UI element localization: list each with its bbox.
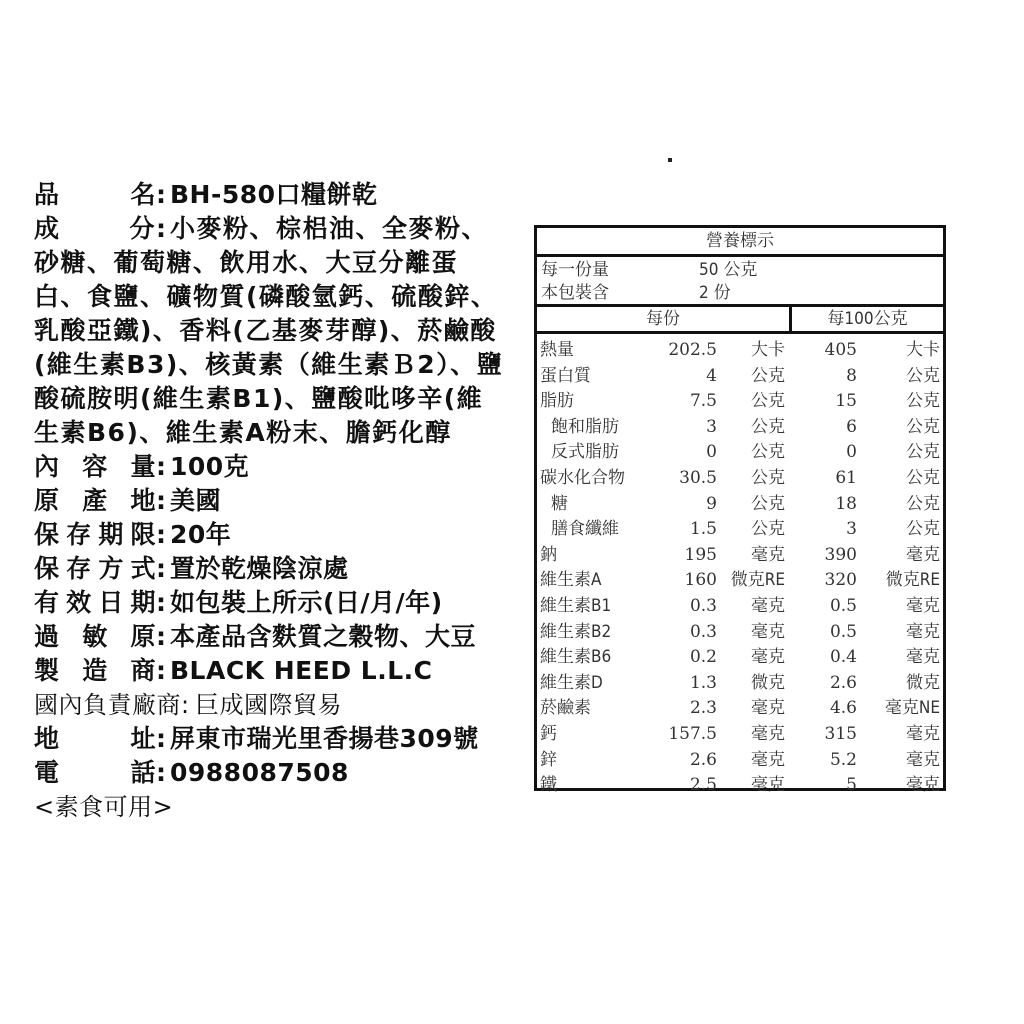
nutrition-row [537,364,943,390]
per-serving-unit: 公克 [751,519,785,540]
per-100g-unit: 毫克NE [884,698,940,719]
phone-label: 電 話 [34,758,156,787]
nutrient-name: 脂肪 [540,391,574,412]
allergen-label: 過敏原 [34,622,156,651]
nutrition-row [537,748,943,774]
serving-size-value: 50 公克 [699,260,758,280]
per-serving-value: 0.3 [689,621,717,642]
nutrition-column-headers [537,307,943,334]
per-100g-value: 405 [824,340,857,360]
per-100g-unit: 公克 [906,467,940,488]
per-100g-value: 320 [824,570,857,591]
per-serving-unit: 微克 [751,672,785,693]
nutrient-name: 熱量 [540,340,574,360]
distributor-label: 國內負責廠商 [34,691,181,719]
per-100g-value: 5.2 [829,749,857,770]
per-serving-value: 3 [706,416,717,437]
per-serving-unit: 大卡 [751,340,785,360]
per-100g-value: 5 [846,775,857,796]
address-value: 屏東市瑞光里香揚巷309號 [170,724,479,753]
per-serving-unit: 毫克 [751,723,785,744]
per-100g-unit: 毫克 [906,723,940,744]
per-serving-value: 1.5 [689,519,717,540]
nutrient-name: 碳水化合物 [540,467,625,488]
address-line: 地 址: 屏東市瑞光里香揚巷309號 [34,722,504,756]
nutrition-row [537,389,943,415]
product-name-line: 品 名: BH-580口糧餅乾 [34,178,504,212]
per-100g-value: 4.6 [829,698,857,719]
nutrition-row [537,671,943,697]
nutrition-row [537,440,943,466]
per-100g-unit: 毫克 [906,621,940,642]
allergen-value: 本產品含麩質之穀物、大豆 [170,622,477,651]
nutrition-row [537,594,943,620]
nutrition-row [537,492,943,518]
nutrient-name: 飽和脂肪 [551,416,619,437]
per-100g-unit: 毫克 [906,749,940,770]
per-100g-value: 8 [846,365,857,386]
origin-line: 原產地: 美國 [34,484,504,518]
content-line: 內容量: 100克 [34,450,504,484]
nutrient-name: 維生素B2 [540,621,612,642]
servings-value: 2 份 [699,283,731,303]
phone-line: 電 話: 0988087508 [34,756,504,790]
nutrient-name: 膳食纖維 [551,519,619,540]
nutrition-table [534,225,946,796]
nutrient-name: 蛋白質 [540,365,591,386]
nutrition-rows [537,334,943,799]
per-100g-value: 15 [835,391,857,412]
nutrition-row [537,568,943,594]
per-100g-value: 0.4 [829,647,857,668]
per-100g-unit: 公克 [906,416,940,437]
nutrient-name: 菸鹼素 [540,698,591,719]
per-serving-value: 0.2 [689,647,717,668]
nutrient-name: 維生素B6 [540,647,612,668]
content-value: 100克 [170,452,250,481]
ingredients-label: 成 分 [34,214,156,243]
nutrition-row [537,620,943,646]
vegetarian-note: <素食可用> [34,793,174,821]
product-name: BH-580口糧餅乾 [170,180,378,209]
nutrition-row [537,722,943,748]
per-serving-value: 7.5 [689,391,717,412]
col-per-100g: 每100公克 [827,309,908,329]
per-serving-value: 157.5 [668,723,717,744]
per-serving-value: 195 [684,544,717,565]
per-serving-unit: 公克 [751,493,785,514]
nutrient-name: 鈣 [540,723,557,744]
manufacturer-value: BLACK HEED L.L.C [170,656,433,685]
storage-line: 保存方式: 置於乾燥陰涼處 [34,552,504,586]
per-serving-value: 9 [706,493,717,514]
nutrient-name: 鈉 [540,544,557,565]
per-100g-unit: 微克 [906,672,940,693]
per-100g-value: 390 [824,544,857,565]
origin-label: 原產地 [34,486,156,515]
storage-label: 保存方式 [34,554,156,583]
nutrition-row [537,543,943,569]
per-serving-unit: 毫克 [751,621,785,642]
manufacturer-label: 製造商 [34,656,156,685]
manufacturer-line: 製造商: BLACK HEED L.L.C [34,654,504,688]
product-info [34,178,504,824]
stray-dot [668,158,672,162]
per-100g-value: 0.5 [829,595,857,616]
nutrition-row [537,466,943,492]
per-100g-value: 0.5 [829,621,857,642]
origin-value: 美國 [170,486,222,515]
col-per-serving: 每份 [537,307,792,331]
distributor-line: 國內負責廠商: 巨成國際貿易 [34,691,342,719]
name-label: 品 名 [34,180,156,209]
per-100g-unit: 微克RE [885,570,940,591]
per-serving-unit: 公克 [751,391,785,412]
nutrition-row [537,773,943,799]
nutrient-name: 維生素A [540,570,602,591]
per-100g-unit: 公克 [906,391,940,412]
nutrient-name: 鐵 [540,775,557,796]
ingredients-line: 成 分: 小麥粉、棕梠油、全麥粉、砂糖、葡萄糖、飲用水、大豆分離蛋白、食鹽、礦物質(磷酸氫鈣、硫酸鋅、乳酸亞鐵)、香料(乙基麥芽醇)、菸鹼酸(維生素B3)、核黃素（維生素Ｂ2）、鹽酸硫胺明(維生素B1)、鹽酸吡哆辛(維生素B6)、維生素A粉末、膽鈣化醇 [34,214,504,447]
per-100g-unit: 大卡 [906,340,940,360]
per-serving-value: 30.5 [679,467,717,488]
per-serving-value: 1.3 [689,672,717,693]
per-serving-unit: 毫克 [751,544,785,565]
per-serving-value: 2.6 [689,749,717,770]
per-100g-unit: 毫克 [906,595,940,616]
per-100g-value: 315 [824,723,857,744]
nutrient-name: 維生素B1 [540,595,612,616]
servings-label: 本包裝含 [541,283,609,303]
per-100g-unit: 公克 [906,519,940,540]
per-serving-value: 2.3 [689,698,717,719]
per-100g-value: 18 [835,493,857,514]
per-serving-unit: 毫克 [751,647,785,668]
per-serving-value: 4 [706,365,717,386]
per-serving-unit: 毫克 [751,595,785,616]
expiry-value: 如包裝上所示(日/月/年) [170,588,443,617]
content-label: 內容量 [34,452,156,481]
serving-size-label: 每一份量 [541,260,609,280]
serving-info [537,257,943,307]
per-100g-value: 0 [846,442,857,463]
allergen-line: 過敏原: 本產品含麩質之穀物、大豆 [34,620,504,654]
distributor-value: 巨成國際貿易 [195,691,342,719]
per-serving-unit: 毫克 [751,698,785,719]
nutrient-name: 反式脂肪 [551,442,619,463]
nutrient-name: 維生素D [540,672,603,693]
per-serving-unit: 微克RE [730,570,785,591]
nutrition-row [537,517,943,543]
nutrition-row [537,338,943,364]
per-100g-unit: 公克 [906,493,940,514]
expiry-line: 有效日期: 如包裝上所示(日/月/年) [34,586,504,620]
per-100g-value: 6 [846,416,857,437]
nutrient-name: 糖 [551,493,568,514]
per-100g-unit: 毫克 [906,647,940,668]
phone-value: 0988087508 [170,758,349,787]
per-serving-value: 202.5 [668,340,717,360]
ingredients-text: 小麥粉、棕梠油、全麥粉、砂糖、葡萄糖、飲用水、大豆分離蛋白、食鹽、礦物質(磷酸氫鈣、硫酸鋅、乳酸亞鐵)、香料(乙基麥芽醇)、菸鹼酸(維生素B3)、核黃素（維生素Ｂ2）、鹽酸硫胺明(維生素B1)、鹽酸吡哆辛(維生素B6)、維生素A粉末、膽鈣化醇 [34,214,504,447]
per-100g-unit: 公克 [906,442,940,463]
nutrient-name: 鋅 [540,749,557,770]
per-serving-unit: 公克 [751,365,785,386]
per-serving-unit: 公克 [751,416,785,437]
per-serving-value: 2.5 [689,775,717,796]
per-serving-value: 0 [706,442,717,463]
per-100g-unit: 毫克 [906,775,940,796]
per-serving-unit: 公克 [751,467,785,488]
address-label: 地 址 [34,724,156,753]
per-serving-unit: 毫克 [751,775,785,796]
shelf-life-value: 20年 [170,520,232,549]
shelf-life-label: 保存期限 [34,520,156,549]
storage-value: 置於乾燥陰涼處 [170,554,349,583]
per-serving-unit: 毫克 [751,749,785,770]
per-100g-value: 2.6 [829,672,857,693]
per-100g-unit: 公克 [906,365,940,386]
nutrition-title: 營養標示 [537,228,943,257]
nutrition-row [537,415,943,441]
shelf-life-line: 保存期限: 20年 [34,518,504,552]
per-100g-unit: 毫克 [906,544,940,565]
nutrition-row [537,645,943,671]
nutrition-row [537,696,943,722]
per-100g-value: 3 [846,519,857,540]
per-serving-value: 0.3 [689,595,717,616]
per-serving-unit: 公克 [751,442,785,463]
per-serving-value: 160 [684,570,717,591]
expiry-label: 有效日期 [34,588,156,617]
per-100g-value: 61 [835,467,857,488]
